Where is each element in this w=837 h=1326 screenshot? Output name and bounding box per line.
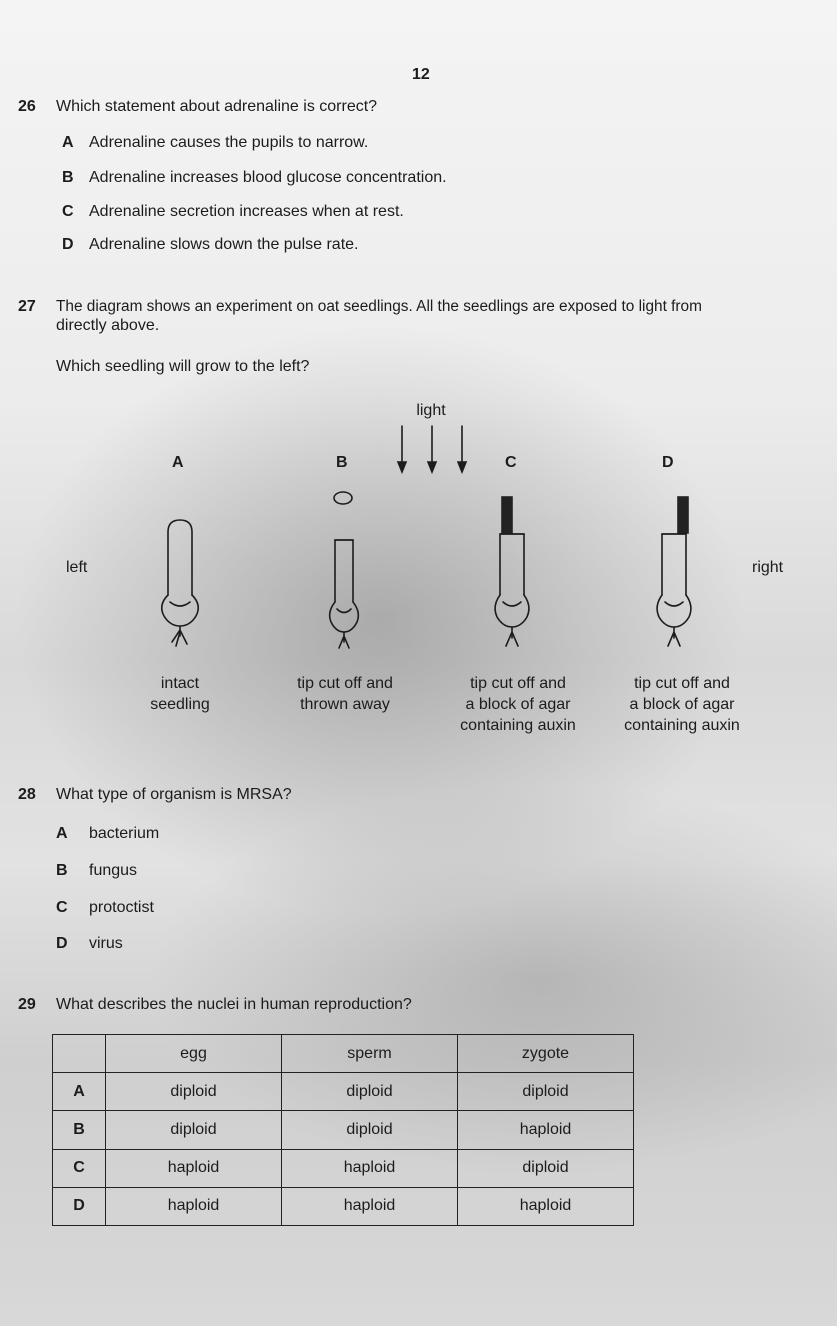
question-28-text: What type of organism is MRSA? [56,786,292,803]
seedling-c-icon [495,497,529,646]
seedling-b-caption-line2: thrown away [300,696,390,713]
nuclei-answer-table [52,1034,634,1226]
zygote-cell: haploid [458,1187,634,1225]
seedling-b-letter: B [336,454,348,471]
table-row [53,1111,634,1149]
q28-option-c-text: protoctist [89,899,154,916]
seedling-a-caption-line1: intact [160,675,200,692]
seedling-a-icon [162,520,199,646]
zygote-cell: haploid [458,1111,634,1149]
seedling-d-caption-line3: containing auxin [624,717,740,734]
q26-option-b-text: Adrenaline increases blood glucose concentration. [89,169,447,186]
seedling-c-caption-line3: containing auxin [460,717,576,734]
seedling-c-caption-line2: a block of agar [465,696,571,713]
egg-cell: haploid [106,1149,282,1187]
seedling-b-caption-line1: tip cut off and [297,675,393,692]
question-29-text: What describes the nuclei in human reproduction? [56,996,412,1013]
question-27-number: 27 [18,298,36,315]
question-27-text-line1: The diagram shows an experiment on oat seedlings. All the seedlings are exposed to light from [56,298,702,315]
seedling-d-icon [657,497,691,646]
q28-option-d-text: virus [89,935,123,952]
light-arrow-2-icon [428,426,436,472]
table-header-blank [53,1035,106,1073]
seedling-b-icon [330,492,359,648]
seedling-a-caption [130,673,230,715]
page-number: 12 [412,66,430,83]
light-arrow-1-icon [398,426,406,472]
q26-option-b-letter: B [62,169,74,186]
q26-option-a-letter: A [62,134,74,151]
light-arrow-3-icon [458,426,466,472]
table-header-row [53,1035,634,1073]
table-row [53,1187,634,1225]
q28-option-b-text: fungus [89,862,138,879]
seedling-d-letter: D [662,454,674,471]
q26-option-c-letter: C [62,203,74,220]
q28-option-c-letter: C [56,899,68,916]
left-label: left [66,559,88,576]
table-row [53,1149,634,1187]
q28-option-d-letter: D [56,935,68,952]
q28-option-b-letter: B [56,862,68,879]
table-row [53,1073,634,1111]
sperm-cell: diploid [282,1073,458,1111]
q26-option-c-text: Adrenaline secretion increases when at rest. [89,203,404,220]
row-letter: B [53,1111,106,1149]
seedling-c-letter: C [505,454,517,471]
table-header-sperm: sperm [282,1035,458,1073]
question-26-number: 26 [18,98,36,115]
sperm-cell: haploid [282,1149,458,1187]
zygote-cell: diploid [458,1073,634,1111]
table-header-zygote: zygote [458,1035,634,1073]
question-28-number: 28 [18,786,36,803]
light-label: light [416,402,446,419]
sperm-cell: diploid [282,1111,458,1149]
seedling-c-caption [444,673,592,736]
question-27-text-line2: directly above. [56,317,160,334]
seedling-c-caption-line1: tip cut off and [470,675,566,692]
egg-cell: haploid [106,1187,282,1225]
row-letter: C [53,1149,106,1187]
table-header-egg: egg [106,1035,282,1073]
q26-option-d-letter: D [62,236,74,253]
seedling-b-caption [280,673,410,715]
seedling-d-caption-line2: a block of agar [629,696,735,713]
question-26-text: Which statement about adrenaline is correct? [56,98,378,115]
oat-seedling-diagram [0,380,837,780]
q28-option-a-letter: A [56,825,68,842]
q26-option-a-text: Adrenaline causes the pupils to narrow. [89,134,369,151]
seedling-a-caption-line2: seedling [150,696,210,713]
q28-option-a-text: bacterium [89,825,160,842]
seedling-a-letter: A [172,454,184,471]
seedling-d-caption [608,673,756,736]
q26-option-d-text: Adrenaline slows down the pulse rate. [89,236,359,253]
sperm-cell: haploid [282,1187,458,1225]
question-27-prompt: Which seedling will grow to the left? [56,358,310,375]
zygote-cell: diploid [458,1149,634,1187]
egg-cell: diploid [106,1073,282,1111]
right-label: right [752,559,784,576]
row-letter: A [53,1073,106,1111]
question-29-number: 29 [18,996,36,1013]
seedling-d-caption-line1: tip cut off and [634,675,730,692]
egg-cell: diploid [106,1111,282,1149]
row-letter: D [53,1187,106,1225]
